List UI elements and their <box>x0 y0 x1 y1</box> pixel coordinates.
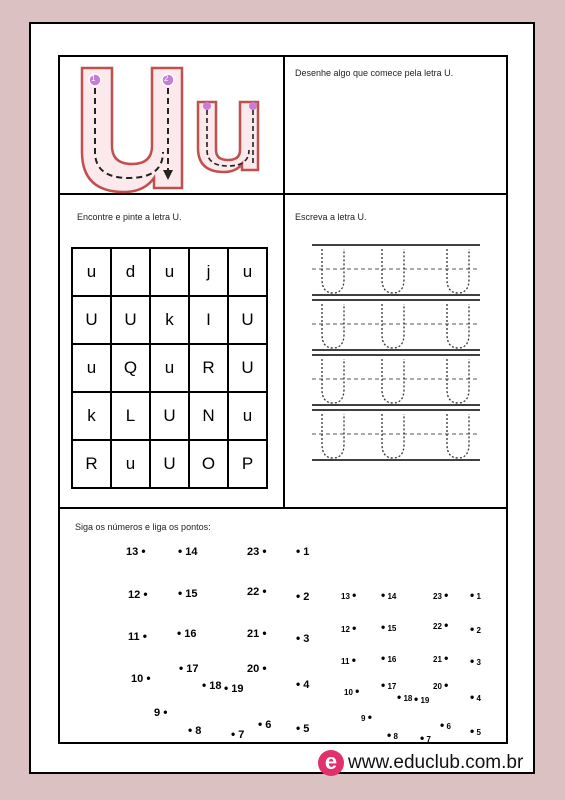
grid-cell[interactable]: k <box>150 296 189 344</box>
dot-number: 7 <box>238 729 245 741</box>
dot-point[interactable] <box>188 724 201 737</box>
grid-cell[interactable]: N <box>189 392 228 440</box>
horizontal-divider-2 <box>58 507 508 509</box>
dot-point[interactable] <box>247 585 267 598</box>
educlub-logo-icon: e <box>318 750 344 776</box>
grid-cell[interactable]: U <box>111 296 150 344</box>
dot-marker-icon: • <box>381 678 386 692</box>
dot-marker-icon: • <box>381 651 386 665</box>
traceable-u-letter <box>382 249 404 293</box>
traceable-u-letter <box>322 249 344 293</box>
dot-point[interactable] <box>202 679 222 692</box>
dot-marker-icon: • <box>470 654 475 668</box>
dot-number: 4 <box>476 694 481 703</box>
dot-marker-icon: • <box>177 626 182 640</box>
grid-cell[interactable]: R <box>189 344 228 392</box>
grid-cell[interactable]: R <box>72 440 111 488</box>
grid-cell[interactable]: U <box>228 296 267 344</box>
dot-marker-icon: • <box>262 661 267 675</box>
dot-number: 19 <box>231 683 244 695</box>
write-instruction: Escreva a letra U. <box>295 212 367 222</box>
dot-number: 2 <box>303 591 310 603</box>
dot-marker-icon: • <box>296 721 301 735</box>
dot-marker-icon: • <box>397 690 402 704</box>
dot-point[interactable] <box>414 694 429 706</box>
dot-number: 4 <box>303 679 310 691</box>
dot-point[interactable] <box>420 733 431 745</box>
dot-point[interactable] <box>178 545 198 558</box>
dot-marker-icon: • <box>351 653 356 667</box>
dot-marker-icon: • <box>444 618 449 632</box>
dot-number: 1 <box>303 546 310 558</box>
dot-point[interactable] <box>247 545 267 558</box>
dot-point[interactable] <box>433 653 448 665</box>
dot-number: 16 <box>184 628 197 640</box>
grid-cell[interactable]: u <box>228 392 267 440</box>
grid-cell[interactable]: P <box>228 440 267 488</box>
trace-marker-2: 2 <box>164 74 169 83</box>
dot-point[interactable] <box>177 627 197 640</box>
dot-marker-icon: • <box>141 544 146 558</box>
dot-marker-icon: • <box>179 661 184 675</box>
grid-row <box>72 248 267 296</box>
dot-point[interactable] <box>433 680 448 692</box>
dot-number: 3 <box>303 633 310 645</box>
dot-number: 11 <box>128 631 140 643</box>
dot-number: 18 <box>209 680 222 692</box>
dot-marker-icon: • <box>352 588 357 602</box>
dot-point[interactable] <box>258 718 271 731</box>
grid-cell[interactable]: L <box>111 392 150 440</box>
grid-row <box>72 344 267 392</box>
dot-marker-icon: • <box>262 584 267 598</box>
traceable-u-letter <box>382 414 404 458</box>
grid-row <box>72 296 267 344</box>
dot-marker-icon: • <box>444 588 449 602</box>
dot-marker-icon: • <box>143 587 148 601</box>
traceable-u-letter <box>447 304 469 348</box>
dot-point[interactable] <box>387 730 398 742</box>
dot-marker-icon: • <box>444 678 449 692</box>
dot-point[interactable] <box>128 630 147 643</box>
traceable-u-letter <box>322 414 344 458</box>
letter-grid <box>71 247 268 489</box>
dot-marker-icon: • <box>440 718 445 732</box>
dot-marker-icon: • <box>367 710 372 724</box>
grid-cell[interactable]: U <box>228 344 267 392</box>
find-instruction: Encontre e pinte a letra U. <box>77 212 182 222</box>
dot-point[interactable] <box>440 720 451 732</box>
dot-marker-icon: • <box>178 586 183 600</box>
dot-point[interactable] <box>344 686 359 698</box>
dot-point[interactable] <box>397 692 412 704</box>
dot-marker-icon: • <box>387 728 392 742</box>
grid-cell[interactable]: u <box>72 344 111 392</box>
dot-point[interactable] <box>131 672 151 685</box>
dot-number: 21 <box>433 655 442 664</box>
grid-cell[interactable]: Q <box>111 344 150 392</box>
dot-number: 10 <box>344 688 353 697</box>
grid-cell[interactable]: k <box>72 392 111 440</box>
grid-cell[interactable]: I <box>189 296 228 344</box>
grid-cell[interactable]: u <box>111 440 150 488</box>
dot-number: 17 <box>387 682 397 691</box>
grid-cell[interactable]: U <box>150 392 189 440</box>
dot-number: 21 <box>247 628 260 640</box>
dot-number: 22 <box>247 586 260 598</box>
dot-marker-icon: • <box>146 671 151 685</box>
dot-point[interactable] <box>179 662 199 675</box>
draw-instruction: Desenhe algo que comece pela letra U. <box>295 68 454 78</box>
grid-cell[interactable]: u <box>150 248 189 296</box>
dot-number: 6 <box>265 719 272 731</box>
traceable-u-letter <box>382 304 404 348</box>
site-url[interactable]: www.educlub.com.br <box>348 752 524 773</box>
dot-number: 19 <box>420 696 430 705</box>
dot-marker-icon: • <box>231 727 236 741</box>
dot-point[interactable] <box>247 662 267 675</box>
dots-instruction: Siga os números e liga os pontos: <box>75 522 211 532</box>
dot-marker-icon: • <box>381 588 386 602</box>
grid-cell[interactable]: O <box>189 440 228 488</box>
dot-number: 13 <box>341 592 350 601</box>
traceable-u-letter <box>447 359 469 403</box>
dot-number: 23 <box>433 592 442 601</box>
letter-trace-illustration <box>70 60 270 200</box>
traceable-u-letter <box>322 304 344 348</box>
traceable-u-letter <box>447 249 469 293</box>
dot-point[interactable] <box>381 590 396 602</box>
dot-marker-icon: • <box>178 544 183 558</box>
dot-number: 17 <box>186 663 199 675</box>
dot-number: 5 <box>476 728 481 737</box>
dot-point[interactable] <box>470 590 481 602</box>
dot-point[interactable] <box>178 587 198 600</box>
grid-cell[interactable]: u <box>72 248 111 296</box>
grid-cell[interactable]: u <box>150 344 189 392</box>
dot-point[interactable] <box>154 706 167 719</box>
dot-point[interactable] <box>296 590 309 603</box>
dot-point[interactable] <box>231 728 244 741</box>
dot-number: 15 <box>185 588 198 600</box>
dot-marker-icon: • <box>163 705 168 719</box>
dot-marker-icon: • <box>296 544 301 558</box>
dot-point[interactable] <box>433 590 448 602</box>
grid-cell[interactable]: d <box>111 248 150 296</box>
dot-number: 12 <box>341 625 350 634</box>
dot-point[interactable] <box>296 678 309 691</box>
dot-number: 12 <box>128 589 141 601</box>
dot-number: 8 <box>393 732 398 741</box>
dot-point[interactable] <box>247 627 267 640</box>
dot-point[interactable] <box>128 588 148 601</box>
dot-marker-icon: • <box>414 692 419 706</box>
dot-point[interactable] <box>470 624 481 636</box>
dot-marker-icon: • <box>224 681 229 695</box>
dot-marker-icon: • <box>470 588 475 602</box>
dot-marker-icon: • <box>262 626 267 640</box>
dot-number: 5 <box>303 723 310 735</box>
traceable-u-letter <box>447 414 469 458</box>
dot-marker-icon: • <box>142 629 147 643</box>
dot-marker-icon: • <box>262 544 267 558</box>
dot-marker-icon: • <box>420 731 425 745</box>
dot-number: 11 <box>341 657 350 666</box>
dot-point[interactable] <box>296 545 309 558</box>
dot-number: 20 <box>247 663 260 675</box>
vertical-divider <box>283 55 285 508</box>
traceable-u-letter <box>382 359 404 403</box>
footer-brand <box>318 748 523 778</box>
dot-point[interactable] <box>381 680 396 692</box>
dot-point[interactable] <box>341 623 356 635</box>
dot-marker-icon: • <box>188 723 193 737</box>
dot-marker-icon: • <box>296 677 301 691</box>
trace-marker-1: 1 <box>91 74 96 83</box>
dot-point[interactable] <box>470 726 481 738</box>
dot-number: 16 <box>387 655 397 664</box>
grid-row <box>72 440 267 488</box>
dot-marker-icon: • <box>470 724 475 738</box>
dot-point[interactable] <box>381 622 396 634</box>
grid-cell[interactable]: U <box>150 440 189 488</box>
dot-marker-icon: • <box>444 651 449 665</box>
dot-point[interactable] <box>126 545 146 558</box>
grid-cell[interactable]: U <box>72 296 111 344</box>
dot-number: 13 <box>126 546 139 558</box>
dot-marker-icon: • <box>352 621 357 635</box>
dot-number: 6 <box>446 722 451 731</box>
dot-number: 8 <box>195 725 202 737</box>
dot-number: 2 <box>476 626 481 635</box>
dot-marker-icon: • <box>296 631 301 645</box>
dot-point[interactable] <box>296 632 309 645</box>
dot-number: 18 <box>403 694 413 703</box>
dot-point[interactable] <box>224 682 244 695</box>
dot-point[interactable] <box>433 620 448 632</box>
dot-number: 9 <box>361 714 366 723</box>
traceable-u-letter <box>322 359 344 403</box>
dot-marker-icon: • <box>470 622 475 636</box>
dot-number: 3 <box>476 658 481 667</box>
dot-marker-icon: • <box>202 678 207 692</box>
dot-number: 22 <box>433 622 442 631</box>
dot-point[interactable] <box>470 656 481 668</box>
dot-marker-icon: • <box>381 620 386 634</box>
dot-number: 7 <box>426 735 431 744</box>
grid-cell[interactable]: j <box>189 248 228 296</box>
dot-number: 1 <box>476 592 481 601</box>
dot-number: 9 <box>154 707 161 719</box>
dot-number: 10 <box>131 673 144 685</box>
dot-number: 20 <box>433 682 442 691</box>
grid-cell[interactable]: u <box>228 248 267 296</box>
dot-point[interactable] <box>341 655 356 667</box>
dot-marker-icon: • <box>355 684 360 698</box>
grid-row <box>72 392 267 440</box>
dot-number: 23 <box>247 546 260 558</box>
dot-point[interactable] <box>470 692 481 704</box>
dot-marker-icon: • <box>470 690 475 704</box>
dot-marker-icon: • <box>296 589 301 603</box>
writing-practice <box>312 245 482 475</box>
dot-number: 14 <box>387 592 397 601</box>
dot-point[interactable] <box>341 590 356 602</box>
dot-point[interactable] <box>361 712 372 724</box>
dot-number: 14 <box>185 546 198 558</box>
dot-point[interactable] <box>381 653 396 665</box>
dot-number: 15 <box>387 624 397 633</box>
dot-point[interactable] <box>296 722 309 735</box>
dot-marker-icon: • <box>258 717 263 731</box>
